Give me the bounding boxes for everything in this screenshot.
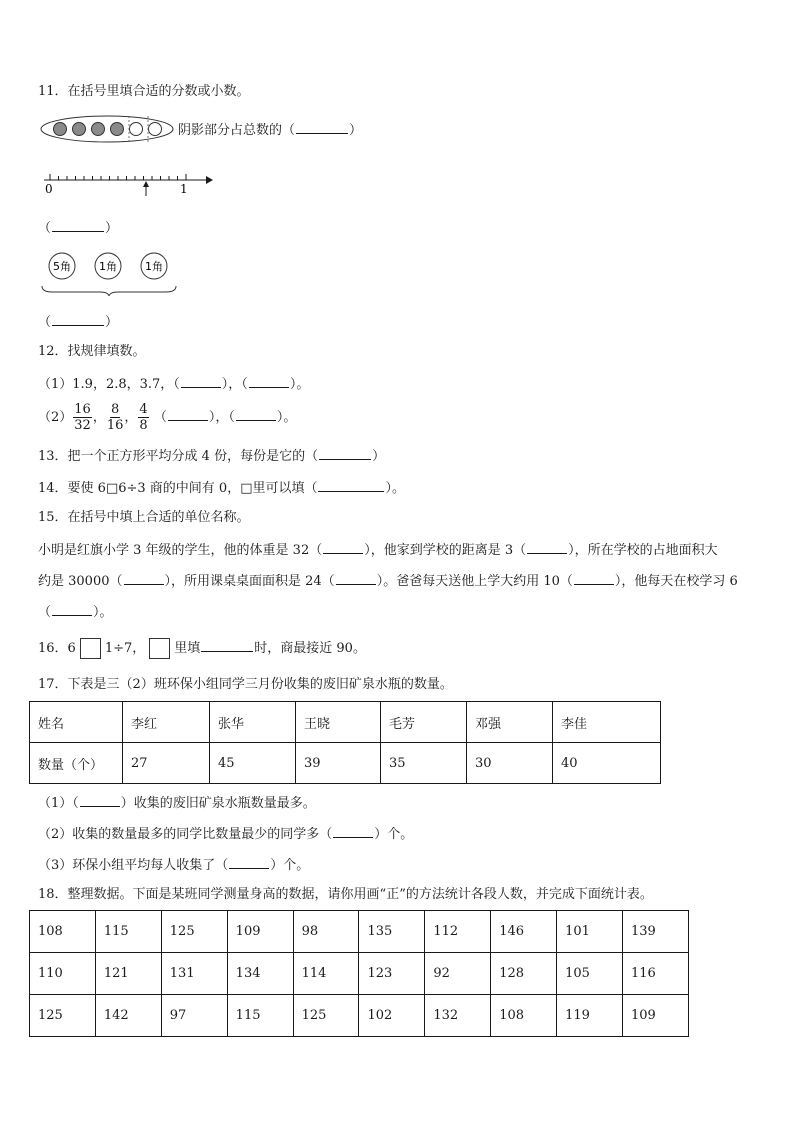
shaded-bead-icon [54, 123, 67, 136]
table-cell: 101 [557, 911, 623, 953]
table-cell: 131 [161, 953, 227, 995]
table-cell: 115 [227, 995, 293, 1037]
answer-blank-15a[interactable] [323, 540, 363, 554]
table-cell: 125 [293, 995, 359, 1037]
table-cell: 97 [161, 995, 227, 1037]
table-cell: 102 [359, 995, 425, 1037]
table-cell: 125 [30, 995, 96, 1037]
q17-sub2: （2）收集的数量最多的同学比数量最少的同学多（ ）个。 [38, 824, 413, 844]
answer-blank-11b[interactable] [52, 218, 104, 232]
table-cell: 毛芳 [381, 702, 467, 743]
q18-title: 18．整理数据。下面是某班同学测量身高的数据，请你用画“正”的方法统计各段人数，并完成下面统计表。 [38, 887, 653, 902]
answer-blank-11c[interactable] [52, 312, 104, 326]
numline-one: 1 [180, 182, 188, 196]
table-row [30, 702, 661, 743]
answer-blank-12b[interactable] [249, 374, 289, 388]
answer-blank-17b[interactable] [333, 824, 373, 838]
q17-sub1: （1）（ ）收集的废旧矿泉水瓶数量最多。 [38, 793, 316, 813]
table-cell: 146 [491, 911, 557, 953]
fraction-2: $\frac{8}{16}$ [106, 402, 124, 433]
q15-line1: 小明是红旗小学 3 年级的学生，他的体重是 32（ ），他家到学校的距离是 3（ ），所在学校的占地面积大 [38, 540, 718, 560]
digit-box[interactable] [80, 638, 101, 659]
table-cell: 108 [30, 911, 96, 953]
table-row [30, 911, 689, 953]
answer-blank-15d[interactable] [336, 571, 376, 585]
table-cell: 李红 [123, 702, 210, 743]
table-row [30, 953, 689, 995]
table-cell: 110 [30, 953, 96, 995]
q15-line3: （ ）。 [38, 602, 113, 622]
table-cell: 李佳 [553, 702, 661, 743]
table-cell: 128 [491, 953, 557, 995]
q12-title: 12．找规律填数。 [38, 344, 146, 359]
table-row [30, 995, 689, 1037]
answer-blank-11a[interactable] [296, 120, 348, 134]
numline-zero: 0 [45, 182, 53, 196]
q17-sub3: （3）环保小组平均每人收集了（ ）个。 [38, 855, 309, 875]
table-cell: 116 [623, 953, 689, 995]
table-cell: 45 [210, 743, 296, 784]
table-cell: 119 [557, 995, 623, 1037]
q11-answer-3: （ ） [38, 312, 118, 332]
table-cell: 139 [623, 911, 689, 953]
table-cell: 姓名 [30, 702, 123, 743]
table-cell: 142 [95, 995, 161, 1037]
table-cell: 数量（个） [30, 743, 123, 784]
answer-blank-14[interactable] [318, 478, 384, 492]
brace-icon [42, 286, 176, 296]
empty-bead-icon [130, 123, 143, 136]
bead-figure [40, 115, 175, 143]
bottle-count-table [29, 701, 661, 784]
q13-line: 13．把一个正方形平均分成 4 份，每份是它的（ ） [38, 446, 385, 466]
table-cell: 邓强 [467, 702, 553, 743]
fraction-1: $\frac{16}{32}$ [74, 402, 91, 433]
answer-blank-15f[interactable] [52, 602, 92, 616]
answer-blank-15b[interactable] [527, 540, 567, 554]
table-cell: 112 [425, 911, 491, 953]
answer-blank-16[interactable] [201, 638, 253, 652]
table-cell: 135 [359, 911, 425, 953]
table-cell: 132 [425, 995, 491, 1037]
table-cell: 98 [293, 911, 359, 953]
shaded-bead-icon [111, 123, 124, 136]
table-cell: 张华 [210, 702, 296, 743]
coin-label: 1角 [99, 260, 117, 273]
q11-title: 11．在括号里填合适的分数或小数。 [38, 84, 250, 99]
q11-answer-2: （ ） [38, 218, 118, 238]
shaded-bead-icon [73, 123, 86, 136]
answer-blank-15c[interactable] [124, 571, 164, 585]
shaded-bead-icon [92, 123, 105, 136]
table-cell: 123 [359, 953, 425, 995]
answer-blank-12a[interactable] [181, 374, 221, 388]
table-cell: 134 [227, 953, 293, 995]
table-row [30, 743, 661, 784]
coin-figure [40, 250, 178, 296]
q11-shade-question: 阴影部分占总数的（ ） [178, 119, 362, 138]
q15-line2: 约是 30000（ ），所用课桌桌面面积是 24（ ）。爸爸每天送他上学大约用 10（ ），他每天在校学习 6 [38, 571, 738, 591]
q14-line: 14．要使 6□6÷3 商的中间有 0，□里可以填（ ）。 [38, 478, 405, 498]
answer-blank-15e[interactable] [574, 571, 614, 585]
q15-title: 15．在括号中填上合适的单位名称。 [38, 510, 250, 525]
table-cell: 114 [293, 953, 359, 995]
arrow-marker-icon [143, 181, 149, 187]
answer-blank-17a[interactable] [80, 793, 120, 807]
table-cell: 30 [467, 743, 553, 784]
table-cell: 39 [296, 743, 381, 784]
q17-title: 17．下表是三（2）班环保小组同学三月份收集的废旧矿泉水瓶的数量。 [38, 677, 453, 692]
table-cell: 40 [553, 743, 661, 784]
height-data-table [29, 910, 689, 1037]
table-cell: 121 [95, 953, 161, 995]
table-cell: 35 [381, 743, 467, 784]
answer-blank-13[interactable] [319, 446, 371, 460]
number-line [38, 168, 218, 198]
answer-blank-12c[interactable] [168, 407, 208, 421]
table-cell: 105 [557, 953, 623, 995]
q12-part1: （1）1.9，2.8，3.7，（ ），（ ）。 [38, 374, 309, 394]
table-cell: 109 [227, 911, 293, 953]
table-cell: 92 [425, 953, 491, 995]
table-cell: 125 [161, 911, 227, 953]
coin-label: 5角 [53, 260, 71, 273]
answer-blank-12d[interactable] [236, 407, 276, 421]
table-cell: 109 [623, 995, 689, 1037]
q16-line: 16．6 1÷7， 里填 时，商最接近 90。 [38, 638, 366, 660]
table-cell: 108 [491, 995, 557, 1037]
coin-label: 1角 [145, 260, 163, 273]
table-cell: 115 [95, 911, 161, 953]
digit-box[interactable] [149, 638, 170, 659]
fraction-3: $\frac{4}{8}$ [139, 402, 148, 433]
answer-blank-17c[interactable] [229, 855, 269, 869]
table-cell: 王晓 [296, 702, 381, 743]
table-cell: 27 [123, 743, 210, 784]
empty-bead-icon [149, 123, 162, 136]
q12-part2: （2） $\frac{16}{32}$ ， $\frac{8}{16}$ ， $\frac{4}{8}$ （ ），（ ）。 [38, 402, 297, 433]
